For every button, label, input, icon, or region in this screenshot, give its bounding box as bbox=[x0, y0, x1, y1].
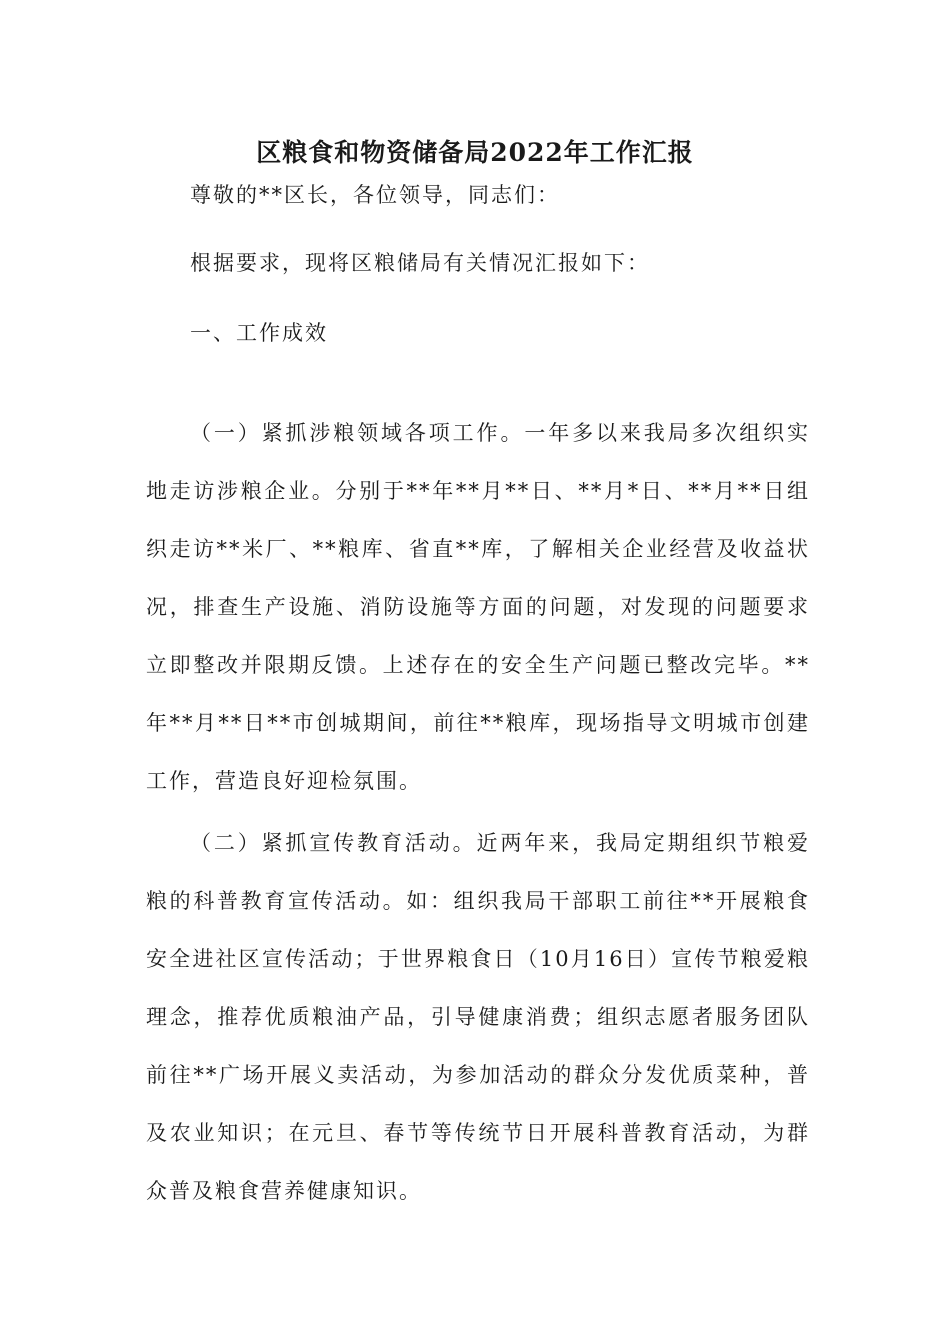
body-paragraph: （一）紧抓涉粮领域各项工作。一年多以来我局多次组织实地走访涉粮企业。分别于**年**月**日、**月*日、**月**日组织走访**米厂、**粮库、省直**库，了解相关企业经营及收益状况，排查生产设施、消防设施等方面的问题，对发现的问题要求立即整改并限期反馈。上述存在的安全生产问题已整改完毕。**年**月**日**市创城期间，前往**粮库，现场指导文明城市创建工作，营造良好迎检氛围。 bbox=[146, 421, 810, 793]
intro-paragraph: 根据要求，现将区粮储局有关情况汇报如下： bbox=[190, 251, 650, 275]
body-paragraph: （二）紧抓宣传教育活动。近两年来，我局定期组织节粮爱粮的科普教育宣传活动。如：组织我局干部职工前往**开展粮食安全进社区宣传活动；于世界粮食日（10月16日）宣传节粮爱粮理念，推荐优质粮油产品，引导健康消费；组织志愿者服务团队前往**广场开展义卖活动，为参加活动的群众分发优质菜种，普及农业知识；在元旦、春节等传统节日开展科普教育活动，为群众普及粮食营养健康知识。 bbox=[146, 831, 810, 1203]
section-heading: 一、工作成效 bbox=[190, 321, 328, 345]
salutation-paragraph: 尊敬的**区长，各位领导，同志们： bbox=[190, 183, 560, 207]
document-title: 区粮食和物资储备局2022年工作汇报 bbox=[256, 138, 694, 167]
